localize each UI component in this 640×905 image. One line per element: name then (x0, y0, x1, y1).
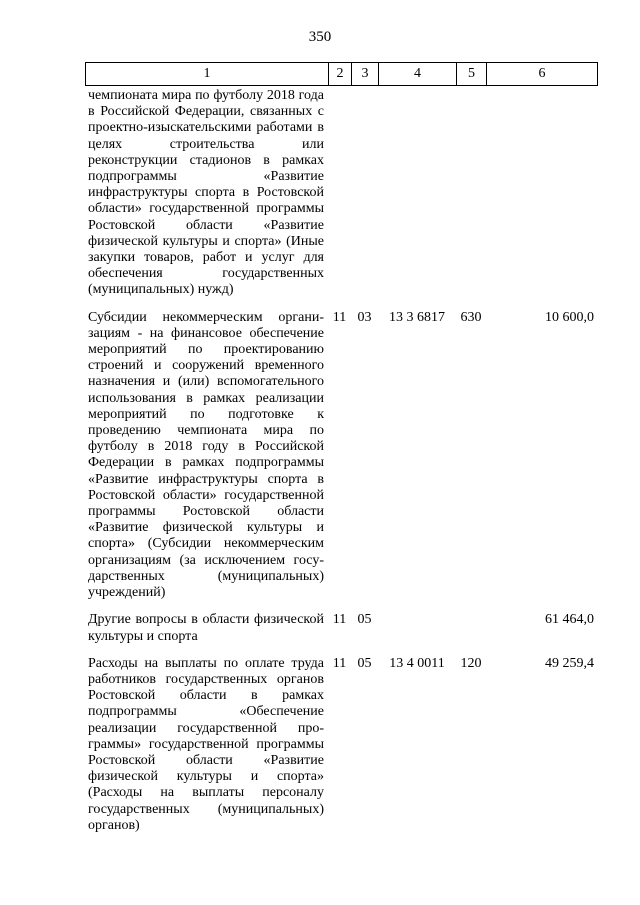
table-row (85, 299, 597, 602)
header-col-2: 2 (329, 63, 352, 86)
row-description: Другие вопросы в области физической культуры и спорта (88, 612, 324, 644)
table-row (85, 88, 597, 299)
row-pr: 05 (357, 655, 372, 671)
header-col-1: 1 (86, 63, 329, 86)
row-description: Расходы на выплаты по оплате труда работников государственных органов Ростовской области в рамках подпрограммы «Обеспечение реализации государственной программы» государственной программы Ростовской области «Развитие физической культуры и спорта» (Расходы на выплаты персоналу государственных (муниципальных) органов) (88, 655, 324, 833)
row-pr (351, 88, 378, 299)
header-col-3: 3 (352, 63, 379, 86)
row-sum: 49 259,4 (545, 655, 594, 671)
row-csr: 13 3 6817 (389, 309, 445, 325)
row-vr: 120 (460, 655, 482, 671)
row-description: чемпионата мира по футболу 2018 года в Российской Федерации, связанных с проектно-изыскательскими работами в целях строительства или реконструкции стадионов в рамках подпрограммы «Развитие инфраструктуры спорта в Ростовской области» государственной программы Ростовской области «Развитие физической культуры и спорта» (Иные закупки товаров, работ и услуг для обеспечения государственных (муниципальных) нужд) (88, 88, 324, 298)
row-rz: 11 (332, 612, 347, 628)
budget-table (85, 88, 597, 834)
row-sum: 10 600,0 (545, 309, 594, 325)
row-vr (456, 88, 486, 299)
header-col-4: 4 (379, 63, 457, 86)
row-pr: 05 (357, 612, 372, 628)
row-vr (456, 601, 486, 644)
row-csr: 13 4 0011 (389, 655, 445, 671)
row-csr (378, 601, 456, 644)
header-col-6: 6 (487, 63, 598, 86)
row-sum (486, 88, 597, 299)
row-rz (328, 88, 351, 299)
table-row (85, 601, 597, 644)
row-rz: 11 (332, 309, 347, 325)
header-col-5: 5 (457, 63, 487, 86)
table-header (85, 62, 598, 86)
row-vr: 630 (460, 309, 482, 325)
row-csr (378, 88, 456, 299)
page-number: 350 (308, 29, 332, 45)
row-pr: 03 (357, 309, 372, 325)
row-sum: 61 464,0 (545, 612, 594, 628)
row-rz: 11 (332, 655, 347, 671)
row-description: Субсидии некоммерческим организациям - на финансовое обеспечение мероприятий по проектированию строений и сооружений временного назначения и (или) вспомогательного использования в рамках реализации мероприятий по подготовке к проведению чемпионата мира по футболу в 2018 году в Российской Федерации в рамках подпрограммы «Развитие инфраструктуры спорта в Ростовской области» государственной программы Ростовской области «Развитие физической культуры и спорта» (Субсидии некоммерческим организациям (за исключением государственных (муниципальных) учреждений) (88, 309, 324, 601)
header-row (86, 63, 598, 86)
table-row (85, 645, 597, 834)
